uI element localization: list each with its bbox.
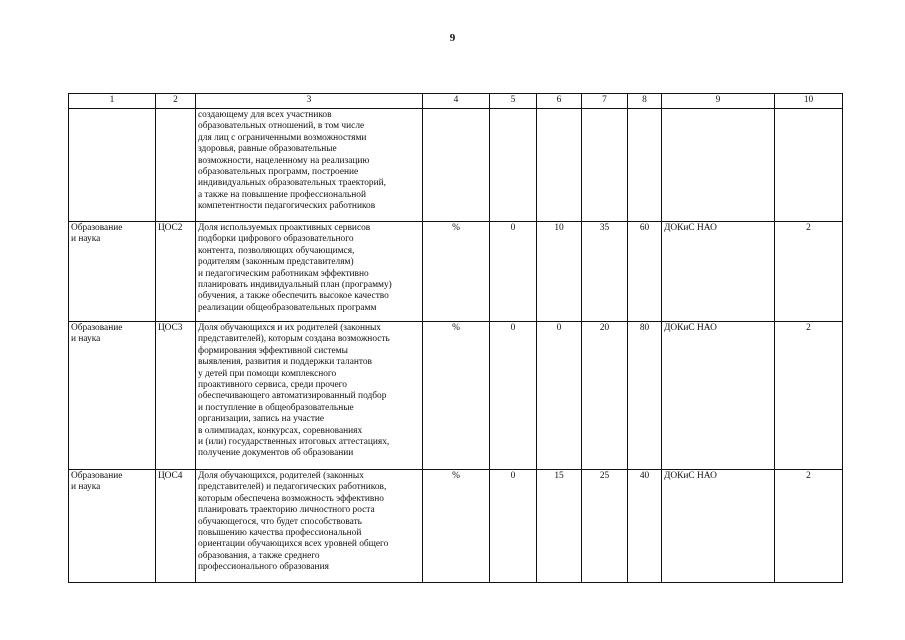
sphere-cell <box>69 109 156 222</box>
value-cell <box>775 109 843 222</box>
value-cell: 0 <box>490 470 537 583</box>
responsible-cell: ДОКиС НАО <box>662 222 775 322</box>
unit-cell <box>423 109 490 222</box>
column-header: 10 <box>775 94 843 109</box>
value-cell: 2 <box>775 322 843 470</box>
indicator-name-cell: Доля обучающихся, родителей (законных представителей) и педагогических работников, которым обеспечена возможность эффективно планировать траекторию личностного роста обучающегося, что будет способствовать повышению качества профессиональной ориентации обучающихся всех уровней общего образования, а также среднего профессионального образования <box>196 470 423 583</box>
code-cell: ЦОС4 <box>156 470 196 583</box>
sphere-cell: Образование и наука <box>69 322 156 470</box>
column-header: 7 <box>582 94 628 109</box>
value-cell: 40 <box>628 470 662 583</box>
indicator-name-cell: Доля используемых проактивных сервисов подборки цифрового образовательного контента, позволяющих обучающимся, родителям (законным представителям) и педагогическим работникам эффективно планировать индивидуальный план (программу) обучения, а также обеспечить высокое качество реализации общеобразовательных программ <box>196 222 423 322</box>
column-header: 1 <box>69 94 156 109</box>
column-header: 6 <box>537 94 582 109</box>
value-cell <box>490 109 537 222</box>
value-cell: 80 <box>628 322 662 470</box>
value-cell: 2 <box>775 222 843 322</box>
value-cell: 15 <box>537 470 582 583</box>
column-header: 8 <box>628 94 662 109</box>
value-cell <box>537 109 582 222</box>
table-row <box>69 322 843 470</box>
table-row <box>69 222 843 322</box>
value-cell: 60 <box>628 222 662 322</box>
code-cell <box>156 109 196 222</box>
unit-cell: % <box>423 322 490 470</box>
indicator-name-cell: Доля обучающихся и их родителей (законных представителей), которым создана возможность формирования эффективной системы выявления, развития и поддержки талантов у детей при помощи комплексного проактивного сервиса, среди прочего обеспечивающего автоматизированный подбор и поступление в общеобразовательные организации, запись на участие в олимпиадах, конкурсах, соревнованиях и (или) государственных итоговых аттестациях, получение документов об образовании <box>196 322 423 470</box>
column-header: 5 <box>490 94 537 109</box>
value-cell: 25 <box>582 470 628 583</box>
sphere-cell: Образование и наука <box>69 222 156 322</box>
indicators-table <box>68 93 843 583</box>
table-row <box>69 109 843 222</box>
value-cell: 35 <box>582 222 628 322</box>
page-number: 9 <box>449 32 456 44</box>
table-row <box>69 470 843 583</box>
indicator-name-cell: создающему для всех участников образовательных отношений, в том числе для лиц с ограниченными возможностями здоровья, равные образовательные возможности, нацеленному на реализацию образовательных программ, построение индивидуальных образовательных траекторий, а также на повышение профессиональной компетентности педагогических работников <box>196 109 423 222</box>
column-header: 2 <box>156 94 196 109</box>
value-cell: 0 <box>490 222 537 322</box>
unit-cell: % <box>423 470 490 583</box>
unit-cell: % <box>423 222 490 322</box>
column-header: 4 <box>423 94 490 109</box>
value-cell <box>628 109 662 222</box>
value-cell: 2 <box>775 470 843 583</box>
responsible-cell: ДОКиС НАО <box>662 470 775 583</box>
column-header: 3 <box>196 94 423 109</box>
responsible-cell: ДОКиС НАО <box>662 322 775 470</box>
value-cell: 20 <box>582 322 628 470</box>
value-cell <box>582 109 628 222</box>
code-cell: ЦОС2 <box>156 222 196 322</box>
value-cell: 0 <box>490 322 537 470</box>
sphere-cell: Образование и наука <box>69 470 156 583</box>
column-header: 9 <box>662 94 775 109</box>
table-header-row <box>69 94 843 109</box>
value-cell: 0 <box>537 322 582 470</box>
value-cell: 10 <box>537 222 582 322</box>
code-cell: ЦОС3 <box>156 322 196 470</box>
responsible-cell <box>662 109 775 222</box>
